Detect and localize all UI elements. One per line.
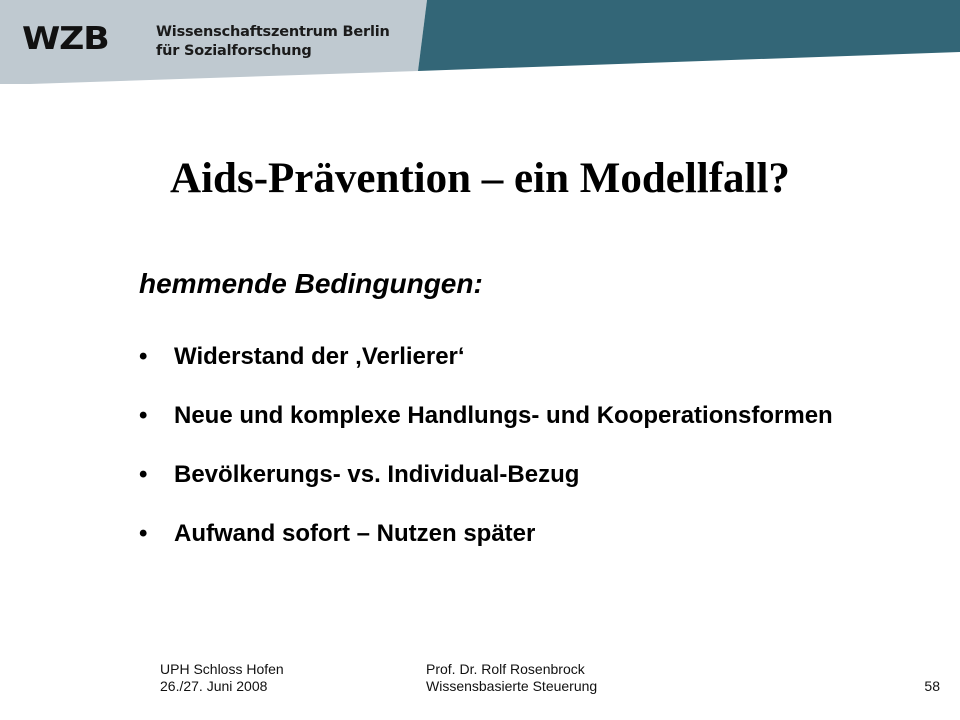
bullet-icon: • — [139, 402, 148, 429]
bullet-icon: • — [139, 343, 148, 370]
footer-author-block — [426, 661, 597, 695]
footer-topic: Wissensbasierte Steuerung — [426, 678, 598, 694]
bullet-text: Neue und komplexe Handlungs- und Kooperationsformen — [174, 402, 833, 429]
logo — [22, 22, 390, 62]
organization-name-line-1: Wissenschaftszentrum Berlin — [156, 24, 390, 40]
organization-name — [156, 23, 390, 61]
organization-name-line-2: für Sozialforschung — [156, 43, 312, 59]
bullet-item — [139, 401, 859, 430]
bullet-text: Aufwand sofort – Nutzen später — [174, 520, 536, 547]
bullet-list — [139, 342, 859, 548]
footer-venue-block — [160, 661, 284, 695]
footer-venue: UPH Schloss Hofen — [160, 661, 284, 677]
slide-title: Aids-Prävention – ein Modellfall? — [170, 155, 790, 202]
bullet-text: Widerstand der ‚Verlierer‘ — [174, 343, 465, 370]
bullet-icon: • — [139, 520, 148, 547]
wzb-logo-mark: WZB — [22, 21, 109, 57]
bullet-item — [139, 519, 859, 548]
page-number: 58 — [924, 678, 940, 694]
slide-subheading: hemmende Bedingungen: — [139, 268, 483, 299]
bullet-icon: • — [139, 461, 148, 488]
bullet-item — [139, 342, 859, 371]
footer-author: Prof. Dr. Rolf Rosenbrock — [426, 661, 585, 677]
footer-date: 26./27. Juni 2008 — [160, 678, 268, 694]
header-panel-right — [418, 0, 960, 71]
bullet-text: Bevölkerungs- vs. Individual-Bezug — [174, 461, 580, 488]
bullet-item — [139, 460, 859, 489]
